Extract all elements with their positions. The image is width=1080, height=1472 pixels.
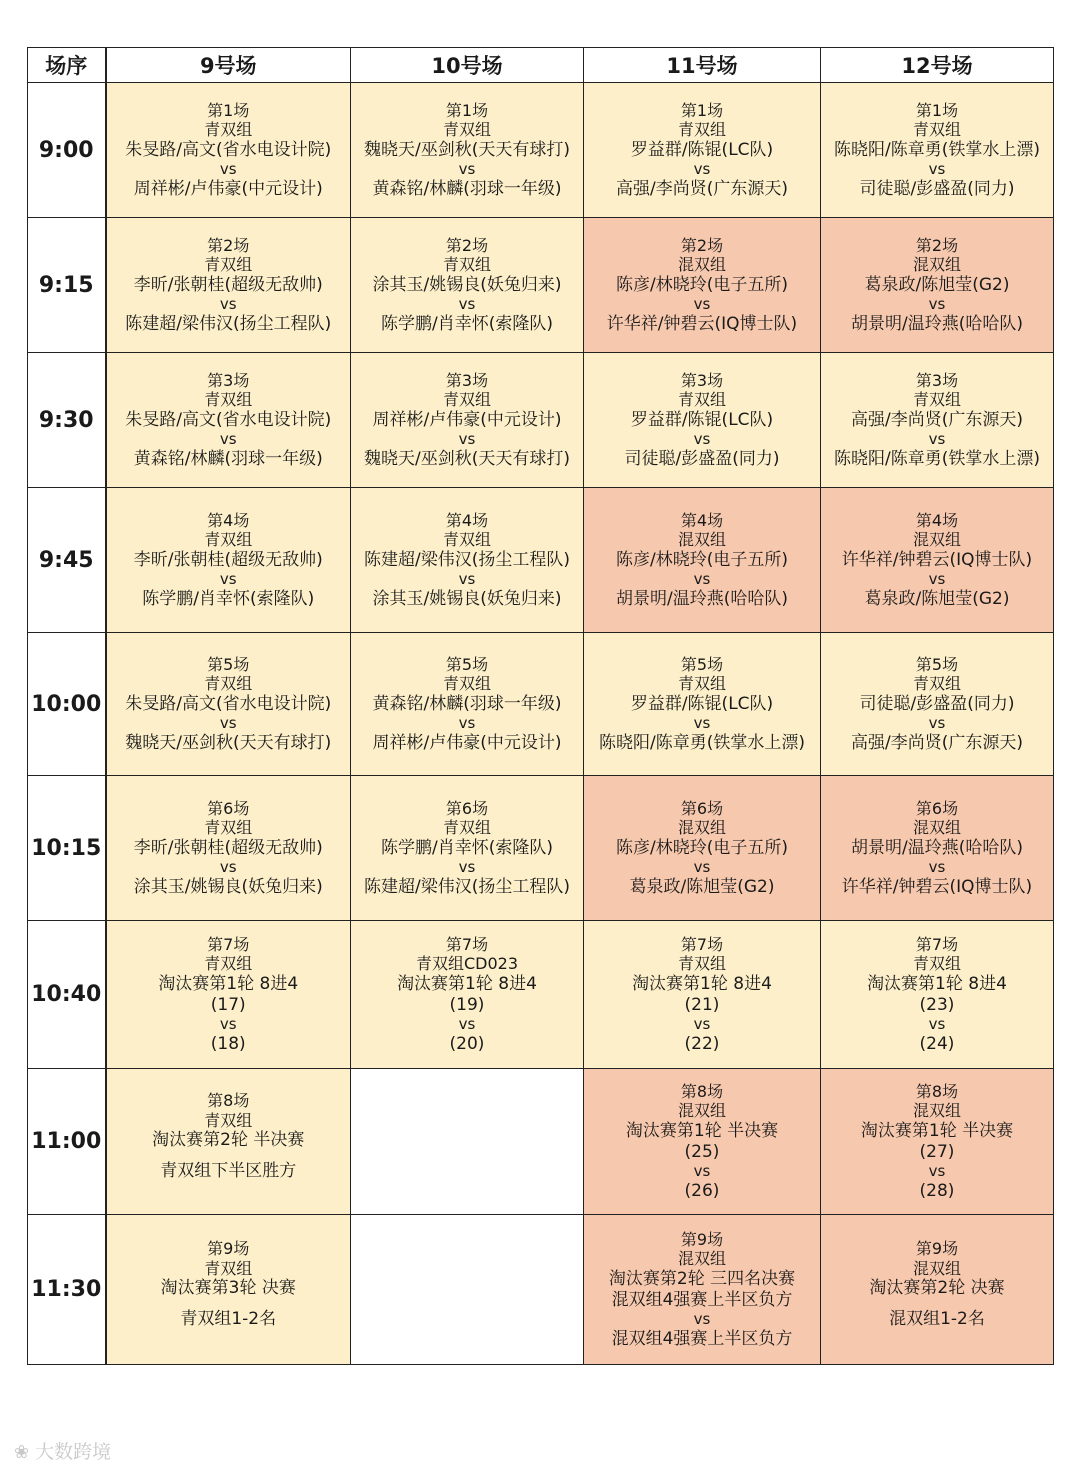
match-group: 青双组 bbox=[204, 390, 253, 410]
header-court-12: 12号场 bbox=[821, 48, 1054, 83]
match-cell bbox=[584, 83, 821, 218]
versus-label: vs bbox=[219, 858, 237, 877]
match-number: 第5场 bbox=[445, 654, 489, 674]
match-group: 青双组 bbox=[204, 818, 253, 838]
match-number: 第4场 bbox=[680, 510, 724, 530]
match-line: 罗益群/陈锟(LC队) bbox=[630, 693, 774, 714]
match-line: 陈彦/林晓玲(电子五所) bbox=[616, 274, 788, 295]
match-cell bbox=[106, 83, 351, 218]
match-group: 混双组 bbox=[677, 530, 726, 550]
match-cell bbox=[584, 776, 821, 921]
versus-label: vs bbox=[928, 858, 946, 877]
match-group: 青双组 bbox=[204, 255, 253, 275]
match-line: 黄森铭/林麟(羽球一年级) bbox=[133, 448, 323, 469]
match-cell bbox=[584, 218, 821, 353]
match-number: 第7场 bbox=[445, 934, 489, 954]
match-group: 青双组 bbox=[677, 120, 726, 140]
versus-label: vs bbox=[219, 160, 237, 179]
watermark-logo-icon: ❀ bbox=[14, 1442, 30, 1463]
match-number: 第7场 bbox=[207, 934, 250, 954]
match-cell bbox=[106, 1069, 351, 1215]
match-line: 陈晓阳/陈章勇(铁掌水上漂) bbox=[834, 139, 1040, 160]
match-group: 混双组 bbox=[912, 1258, 961, 1278]
match-line: 涂其玉/姚锡良(妖兔归来) bbox=[133, 876, 323, 897]
header-corner: 场序 bbox=[28, 48, 106, 83]
match-cell bbox=[351, 353, 584, 488]
versus-label: vs bbox=[458, 858, 476, 877]
match-cell bbox=[351, 921, 584, 1069]
match-cell bbox=[821, 353, 1054, 488]
versus-label: vs bbox=[219, 714, 237, 733]
header-court-10: 10号场 bbox=[351, 48, 584, 83]
match-number: 第9场 bbox=[915, 1239, 959, 1259]
match-line: (22) bbox=[684, 1033, 720, 1054]
match-line: 魏晓天/巫剑秋(天天有球打) bbox=[364, 448, 570, 469]
match-line: 青双组下半区胜方 bbox=[160, 1161, 297, 1182]
match-line: 陈建超/梁伟汉(扬尘工程队) bbox=[364, 549, 570, 570]
match-number: 第1场 bbox=[207, 100, 250, 120]
match-line: 魏晓天/巫剑秋(天天有球打) bbox=[125, 732, 332, 753]
match-line: 淘汰赛第1轮 8进4 bbox=[397, 973, 537, 994]
match-cell bbox=[351, 488, 584, 633]
versus-label: vs bbox=[219, 430, 237, 449]
versus-label: vs bbox=[928, 160, 946, 179]
match-group: 混双组 bbox=[677, 255, 726, 275]
match-group: 混双组 bbox=[912, 255, 961, 275]
match-cell bbox=[821, 1215, 1054, 1365]
match-line: 周祥彬/卢伟豪(中元设计) bbox=[372, 732, 562, 753]
versus-label: vs bbox=[693, 858, 711, 877]
match-number: 第9场 bbox=[680, 1229, 724, 1249]
versus-label: vs bbox=[693, 1162, 711, 1181]
match-line: 淘汰赛第2轮 三四名决赛 bbox=[608, 1268, 796, 1289]
match-group: 青双组 bbox=[204, 530, 253, 550]
versus-label: vs bbox=[693, 570, 711, 589]
match-line: 罗益群/陈锟(LC队) bbox=[630, 409, 774, 430]
match-number: 第3场 bbox=[445, 370, 489, 390]
schedule-row bbox=[28, 921, 1054, 1069]
match-line: 陈学鹏/肖幸怀(索隆队) bbox=[142, 588, 315, 609]
match-line: 许华祥/钟碧云(IQ博士队) bbox=[841, 549, 1033, 570]
match-line: 司徒聪/彭盛盈(同力) bbox=[624, 448, 780, 469]
match-line: 朱旻路/高文(省水电设计院) bbox=[125, 693, 332, 714]
match-line: 胡景明/温玲燕(哈哈队) bbox=[616, 588, 788, 609]
match-cell bbox=[584, 488, 821, 633]
watermark bbox=[14, 1437, 111, 1464]
match-number: 第9场 bbox=[207, 1239, 250, 1259]
versus-label: vs bbox=[693, 1015, 711, 1034]
match-line: 司徒聪/彭盛盈(同力) bbox=[859, 693, 1015, 714]
match-line: 陈学鹏/肖幸怀(索隆队) bbox=[381, 837, 553, 858]
match-line: 葛泉政/陈旭莹(G2) bbox=[629, 876, 775, 897]
schedule-row bbox=[28, 1069, 1054, 1215]
match-line: 淘汰赛第1轮 8进4 bbox=[158, 973, 299, 994]
match-line bbox=[107, 1299, 351, 1309]
match-number: 第5场 bbox=[207, 654, 250, 674]
match-line: 葛泉政/陈旭莹(G2) bbox=[864, 274, 1010, 295]
match-line: 黄森铭/林麟(羽球一年级) bbox=[372, 693, 562, 714]
match-number: 第1场 bbox=[915, 100, 959, 120]
match-number: 第4场 bbox=[207, 510, 250, 530]
schedule-row bbox=[28, 776, 1054, 921]
match-group: 青双组 bbox=[204, 1258, 253, 1278]
match-cell bbox=[821, 776, 1054, 921]
match-number: 第4场 bbox=[915, 510, 959, 530]
match-number: 第6场 bbox=[680, 798, 724, 818]
match-cell bbox=[821, 921, 1054, 1069]
match-group: 混双组 bbox=[677, 818, 726, 838]
time-slot: 11:00 bbox=[28, 1069, 106, 1215]
match-group: 混双组 bbox=[912, 530, 961, 550]
schedule-row bbox=[28, 353, 1054, 488]
match-group: 青双组 bbox=[677, 674, 726, 694]
match-line: 司徒聪/彭盛盈(同力) bbox=[859, 178, 1015, 199]
match-group: 青双组 bbox=[204, 674, 253, 694]
match-cell bbox=[351, 776, 584, 921]
match-number: 第2场 bbox=[207, 235, 250, 255]
match-line: 李昕/张朝桂(超级无敌帅) bbox=[133, 549, 323, 570]
match-line: 混双组4强赛上半区负方 bbox=[611, 1328, 793, 1349]
versus-label: vs bbox=[458, 430, 476, 449]
versus-label: vs bbox=[693, 160, 711, 179]
match-line: 淘汰赛第1轮 半决赛 bbox=[860, 1120, 1014, 1141]
match-group: 青双组 bbox=[912, 390, 961, 410]
match-line: 淘汰赛第3轮 决赛 bbox=[160, 1278, 296, 1299]
match-group: 混双组 bbox=[677, 1249, 726, 1269]
time-slot: 11:30 bbox=[28, 1215, 106, 1365]
versus-label: vs bbox=[693, 295, 711, 314]
match-number: 第6场 bbox=[207, 798, 250, 818]
match-line: (26) bbox=[684, 1180, 720, 1201]
match-cell bbox=[584, 1069, 821, 1215]
match-number: 第6场 bbox=[445, 798, 489, 818]
match-line: (21) bbox=[684, 994, 720, 1015]
match-line: 朱旻路/高文(省水电设计院) bbox=[125, 139, 332, 160]
match-number: 第1场 bbox=[680, 100, 724, 120]
match-line: 许华祥/钟碧云(IQ博士队) bbox=[841, 876, 1033, 897]
versus-label: vs bbox=[928, 1015, 946, 1034]
match-number: 第6场 bbox=[915, 798, 959, 818]
match-number: 第2场 bbox=[680, 235, 724, 255]
match-line: 青双组1-2名 bbox=[180, 1309, 277, 1330]
match-cell bbox=[106, 488, 351, 633]
versus-label: vs bbox=[219, 570, 237, 589]
match-cell bbox=[106, 218, 351, 353]
time-slot: 9:45 bbox=[28, 488, 106, 633]
match-line: (24) bbox=[919, 1033, 955, 1054]
match-line: 淘汰赛第1轮 8进4 bbox=[632, 973, 772, 994]
match-number: 第7场 bbox=[680, 934, 724, 954]
match-cell bbox=[106, 1215, 351, 1365]
match-line: 胡景明/温玲燕(哈哈队) bbox=[851, 837, 1023, 858]
match-group: 混双组 bbox=[912, 1101, 961, 1121]
match-line: 罗益群/陈锟(LC队) bbox=[630, 139, 774, 160]
match-cell bbox=[821, 218, 1054, 353]
match-cell bbox=[106, 921, 351, 1069]
versus-label: vs bbox=[458, 570, 476, 589]
versus-label: vs bbox=[928, 430, 946, 449]
match-cell bbox=[351, 218, 584, 353]
match-group: 混双组 bbox=[912, 818, 961, 838]
time-slot: 10:00 bbox=[28, 633, 106, 776]
empty-cell bbox=[351, 1069, 584, 1215]
match-line: 黄森铭/林麟(羽球一年级) bbox=[372, 178, 562, 199]
versus-label: vs bbox=[928, 714, 946, 733]
match-cell bbox=[106, 353, 351, 488]
match-number: 第1场 bbox=[445, 100, 489, 120]
match-number: 第2场 bbox=[915, 235, 959, 255]
match-line: 李昕/张朝桂(超级无敌帅) bbox=[133, 837, 323, 858]
match-line: 陈学鹏/肖幸怀(索隆队) bbox=[381, 313, 553, 334]
match-number: 第3场 bbox=[915, 370, 959, 390]
versus-label: vs bbox=[928, 1162, 946, 1181]
match-cell bbox=[106, 633, 351, 776]
match-line: 高强/李尚贤(广东源天) bbox=[616, 178, 788, 199]
match-line: (28) bbox=[919, 1180, 955, 1201]
match-cell bbox=[106, 776, 351, 921]
match-cell bbox=[821, 1069, 1054, 1215]
match-group: 青双组 bbox=[442, 390, 491, 410]
match-number: 第5场 bbox=[915, 654, 959, 674]
match-group: 青双组 bbox=[442, 818, 491, 838]
match-line: (25) bbox=[684, 1141, 720, 1162]
match-group: 青双组 bbox=[912, 954, 961, 974]
match-line: 许华祥/钟碧云(IQ博士队) bbox=[606, 313, 798, 334]
match-number: 第4场 bbox=[445, 510, 489, 530]
match-line: 胡景明/温玲燕(哈哈队) bbox=[851, 313, 1023, 334]
match-group: 青双组 bbox=[442, 674, 491, 694]
header-row bbox=[28, 48, 1054, 83]
match-line: 混双组1-2名 bbox=[889, 1309, 985, 1330]
match-line bbox=[107, 1330, 351, 1340]
match-line: 涂其玉/姚锡良(妖兔归来) bbox=[372, 588, 562, 609]
versus-label: vs bbox=[693, 1310, 711, 1329]
match-group: 青双组 bbox=[677, 390, 726, 410]
versus-label: vs bbox=[219, 1015, 237, 1034]
versus-label: vs bbox=[693, 714, 711, 733]
match-line: 淘汰赛第2轮 半决赛 bbox=[152, 1130, 305, 1151]
match-line: (23) bbox=[919, 994, 955, 1015]
match-line: 陈晓阳/陈章勇(铁掌水上漂) bbox=[834, 448, 1040, 469]
match-line: 魏晓天/巫剑秋(天天有球打) bbox=[364, 139, 570, 160]
match-number: 第8场 bbox=[680, 1081, 724, 1101]
match-line: 陈晓阳/陈章勇(铁掌水上漂) bbox=[599, 732, 805, 753]
match-line: 陈建超/梁伟汉(扬尘工程队) bbox=[125, 313, 332, 334]
match-group: 青双组 bbox=[204, 1110, 253, 1130]
match-line: 陈彦/林晓玲(电子五所) bbox=[616, 549, 788, 570]
header-court-11: 11号场 bbox=[584, 48, 821, 83]
match-number: 第3场 bbox=[207, 370, 250, 390]
match-cell bbox=[821, 633, 1054, 776]
match-group: 混双组 bbox=[677, 1101, 726, 1121]
match-cell bbox=[351, 83, 584, 218]
match-cell bbox=[584, 921, 821, 1069]
versus-label: vs bbox=[928, 570, 946, 589]
schedule-body bbox=[28, 83, 1054, 1365]
match-line bbox=[821, 1299, 1053, 1309]
match-group: 青双组CD023 bbox=[415, 954, 519, 974]
match-line: 周祥彬/卢伟豪(中元设计) bbox=[133, 178, 323, 199]
match-line: (19) bbox=[449, 994, 485, 1015]
match-group: 青双组 bbox=[204, 120, 253, 140]
schedule-table bbox=[27, 47, 1054, 1365]
match-group: 青双组 bbox=[912, 120, 961, 140]
match-line: 高强/李尚贤(广东源天) bbox=[851, 732, 1023, 753]
match-group: 青双组 bbox=[442, 530, 491, 550]
match-number: 第8场 bbox=[915, 1081, 959, 1101]
match-line: 朱旻路/高文(省水电设计院) bbox=[125, 409, 332, 430]
match-line: (17) bbox=[210, 994, 246, 1015]
match-line: 陈建超/梁伟汉(扬尘工程队) bbox=[364, 876, 570, 897]
match-cell bbox=[584, 633, 821, 776]
match-group: 青双组 bbox=[442, 120, 491, 140]
match-number: 第7场 bbox=[915, 934, 959, 954]
match-line: 混双组4强赛上半区负方 bbox=[611, 1289, 793, 1310]
watermark-text: 大数跨境 bbox=[35, 1441, 112, 1463]
match-cell bbox=[821, 83, 1054, 218]
match-line: 李昕/张朝桂(超级无敌帅) bbox=[133, 274, 323, 295]
empty-cell bbox=[351, 1215, 584, 1365]
time-slot: 10:15 bbox=[28, 776, 106, 921]
time-slot: 9:30 bbox=[28, 353, 106, 488]
match-group: 青双组 bbox=[204, 954, 253, 974]
versus-label: vs bbox=[219, 295, 237, 314]
versus-label: vs bbox=[458, 295, 476, 314]
match-number: 第8场 bbox=[207, 1091, 250, 1111]
match-number: 第5场 bbox=[680, 654, 724, 674]
match-line: 涂其玉/姚锡良(妖兔归来) bbox=[372, 274, 562, 295]
match-cell bbox=[584, 353, 821, 488]
match-line: (20) bbox=[449, 1033, 485, 1054]
versus-label: vs bbox=[928, 295, 946, 314]
match-line bbox=[821, 1330, 1053, 1340]
versus-label: vs bbox=[458, 1015, 476, 1034]
match-line: (18) bbox=[210, 1033, 246, 1054]
match-number: 第2场 bbox=[445, 235, 489, 255]
schedule-row bbox=[28, 488, 1054, 633]
schedule-row bbox=[28, 633, 1054, 776]
time-slot: 9:15 bbox=[28, 218, 106, 353]
versus-label: vs bbox=[458, 714, 476, 733]
time-slot: 10:40 bbox=[28, 921, 106, 1069]
versus-label: vs bbox=[458, 160, 476, 179]
match-line: 淘汰赛第1轮 8进4 bbox=[867, 973, 1007, 994]
match-line: 淘汰赛第1轮 半决赛 bbox=[625, 1120, 779, 1141]
match-group: 青双组 bbox=[677, 954, 726, 974]
match-line bbox=[107, 1151, 351, 1161]
schedule-row bbox=[28, 1215, 1054, 1365]
match-line bbox=[107, 1182, 351, 1192]
match-line: 淘汰赛第2轮 决赛 bbox=[869, 1278, 1005, 1299]
schedule-row bbox=[28, 83, 1054, 218]
match-group: 青双组 bbox=[442, 255, 491, 275]
match-group: 青双组 bbox=[912, 674, 961, 694]
match-cell bbox=[821, 488, 1054, 633]
match-number: 第3场 bbox=[680, 370, 724, 390]
match-line: 陈彦/林晓玲(电子五所) bbox=[616, 837, 788, 858]
schedule-row bbox=[28, 218, 1054, 353]
match-line: 周祥彬/卢伟豪(中元设计) bbox=[372, 409, 562, 430]
match-cell bbox=[351, 633, 584, 776]
versus-label: vs bbox=[693, 430, 711, 449]
header-court-9: 9号场 bbox=[106, 48, 351, 83]
time-slot: 9:00 bbox=[28, 83, 106, 218]
match-line: 葛泉政/陈旭莹(G2) bbox=[864, 588, 1010, 609]
match-line: (27) bbox=[919, 1141, 955, 1162]
match-cell bbox=[584, 1215, 821, 1365]
match-line: 高强/李尚贤(广东源天) bbox=[851, 409, 1023, 430]
